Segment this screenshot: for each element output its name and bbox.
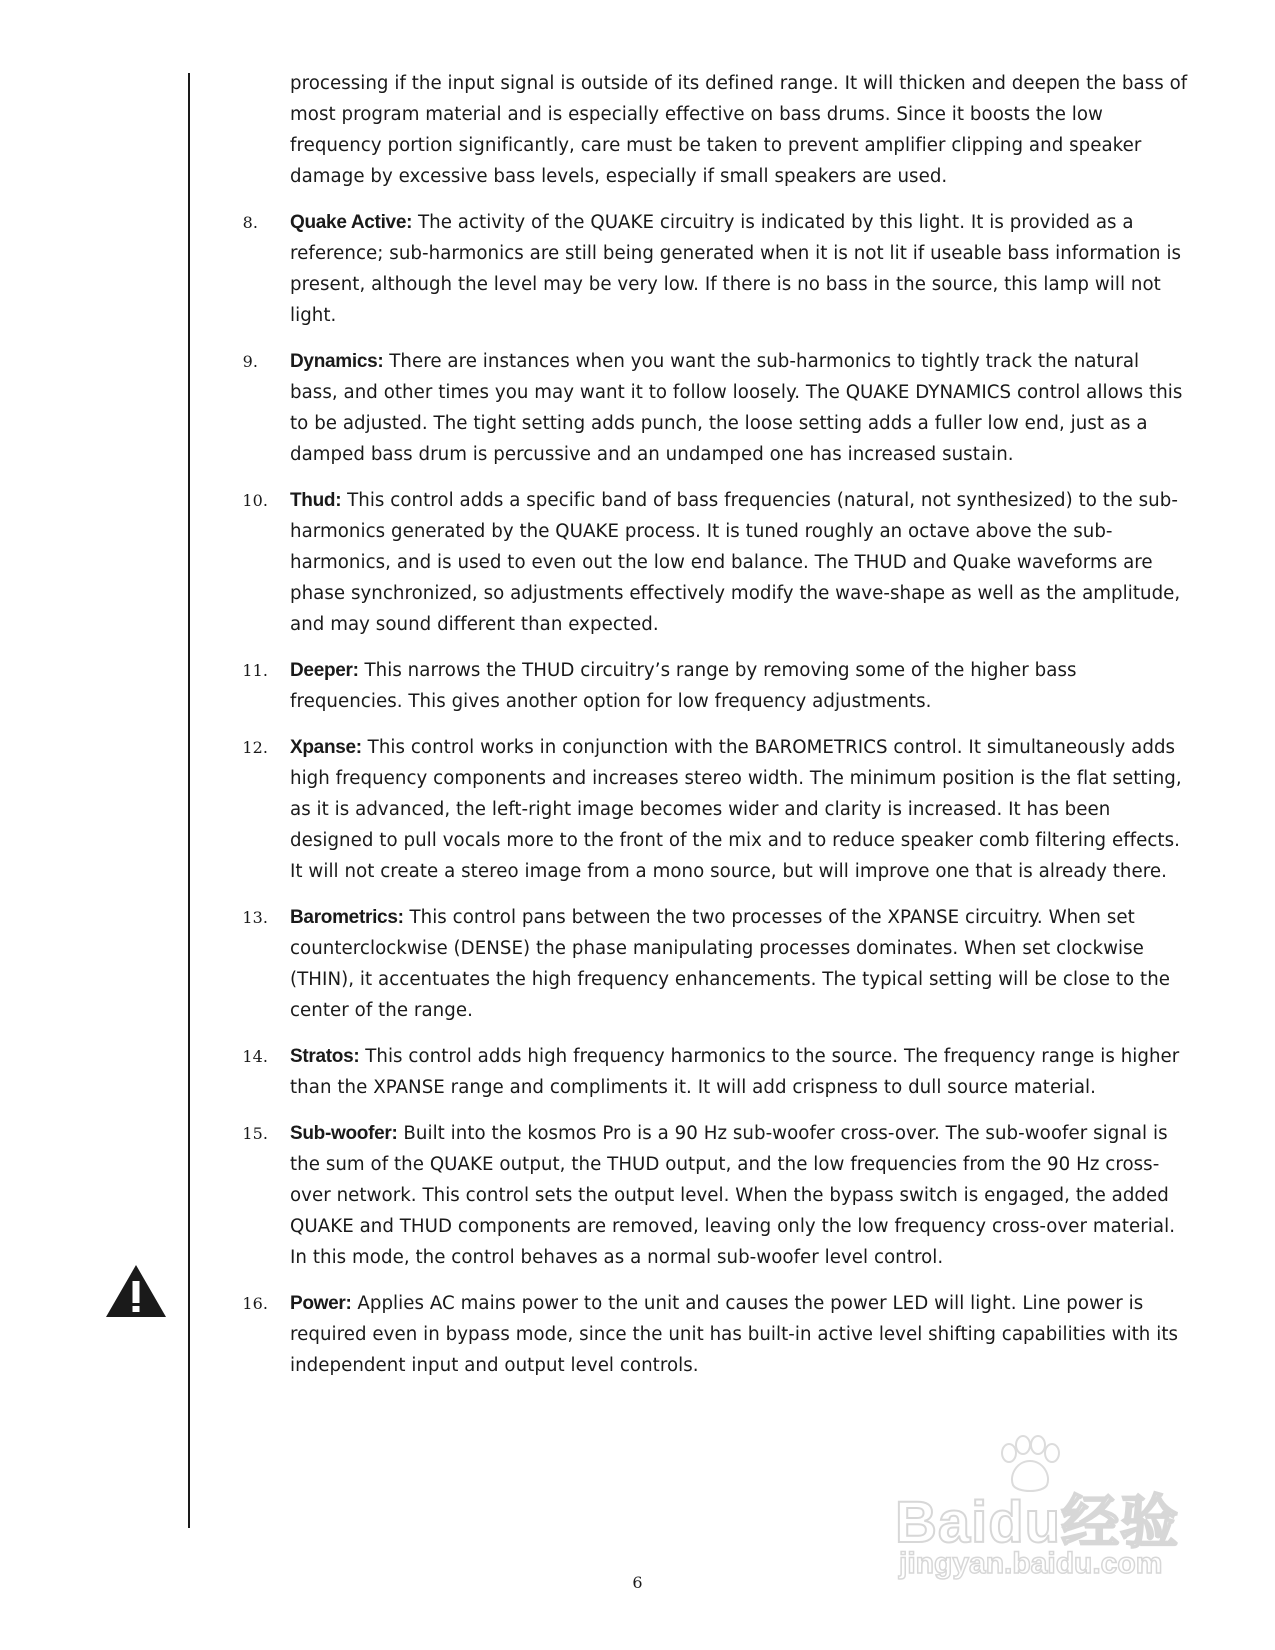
- item-term: Sub-woofer:: [290, 1123, 398, 1144]
- item-text: Built into the kosmos Pro is a 90 Hz sub-woofer cross-over. The sub-woofer signal is the sum of the QUAKE output, the THUD output, and the low frequencies from the 90 Hz cross-over network. This control sets the output level. When the bypass switch is engaged, the added QUAKE and THUD components are removed, leaving only the low frequency cross-over material. In this mode, the control behaves as a normal sub-woofer level control.: [290, 1123, 1176, 1268]
- list-item-8: [228, 207, 1188, 331]
- list-item-15: [228, 1118, 1188, 1273]
- list-item-13: [228, 902, 1188, 1026]
- watermark-brand: Baidu经验: [895, 1490, 1180, 1555]
- item-number: 11.: [242, 661, 268, 680]
- item-number: 8.: [242, 213, 258, 232]
- watermark-url: jingyan.baidu.com: [899, 1547, 1163, 1580]
- item-term: Thud:: [290, 490, 342, 511]
- list-item-11: [228, 655, 1188, 717]
- item-term: Stratos:: [290, 1046, 360, 1067]
- list-item-14: [228, 1041, 1188, 1103]
- item-text: This control adds a specific band of bass frequencies (natural, not synthesized) to the sub-harmonics generated by the QUAKE process. It is tuned roughly an octave above the sub-harmonics, and is used to even out the low end balance. The THUD and Quake waveforms are phase synchronized, so adjustments effectively modify the wave-shape as well as the amplitude, and may sound different than expected.: [290, 490, 1181, 635]
- item-text: This control works in conjunction with the BAROMETRICS control. It simultaneously adds high frequency components and increases stereo width. The minimum position is the flat setting, as it is advanced, the left-right image becomes wider and clarity is increased. It has been designed to pull vocals more to the front of the mix and to reduce speaker comb filtering effects. It will not create a stereo image from a mono source, but will improve one that is already there.: [290, 737, 1182, 882]
- item-text: The activity of the QUAKE circuitry is indicated by this light. It is provided as a reference; sub-harmonics are still being generated when it is not lit if useable bass information is present, although the level may be very low. If there is no bass in the source, this lamp will not light.: [290, 212, 1182, 326]
- item-number: 12.: [242, 738, 268, 757]
- intro-paragraph: [228, 68, 1188, 192]
- item-text: This control adds high frequency harmonics to the source. The frequency range is higher than the XPANSE range and compliments it. It will add crispness to dull source material.: [290, 1046, 1180, 1098]
- item-text: This control pans between the two processes of the XPANSE circuitry. When set counterclockwise (DENSE) the phase manipulating processes dominates. When set clockwise (THIN), it accentuates the high frequency enhancements. The typical setting will be close to the center of the range.: [290, 907, 1171, 1021]
- page-content: [228, 68, 1188, 1396]
- watermark: [895, 1435, 1195, 1585]
- list-item-10: [228, 485, 1188, 640]
- item-number: 13.: [242, 908, 268, 927]
- item-text: There are instances when you want the sub-harmonics to tightly track the natural bass, and other times you may want it to follow loosely. The QUAKE DYNAMICS control allows this to be adjusted. The tight setting adds punch, the loose setting adds a fuller low end, just as a damped bass drum is percussive and an undamped one has increased sustain.: [290, 351, 1183, 465]
- item-term: Barometrics:: [290, 907, 404, 928]
- item-term: Dynamics:: [290, 351, 384, 372]
- intro-text: processing if the input signal is outside of its defined range. It will thicken and deepen the bass of most program material and is especially effective on bass drums. Since it boosts the low frequency portion significantly, care must be taken to prevent amplifier clipping and speaker damage by excessive bass levels, especially if small speakers are used.: [290, 73, 1188, 187]
- item-number: 14.: [242, 1047, 268, 1066]
- margin-rule: [188, 73, 190, 1528]
- item-number: 9.: [242, 352, 258, 371]
- item-term: Deeper:: [290, 660, 359, 681]
- item-text: Applies AC mains power to the unit and causes the power LED will light. Line power is required even in bypass mode, since the unit has built-in active level shifting capabilities with its independent input and output level controls.: [290, 1293, 1179, 1376]
- list-item-12: [228, 732, 1188, 887]
- item-term: Quake Active:: [290, 212, 413, 233]
- item-text: This narrows the THUD circuitry’s range by removing some of the higher bass frequencies. This gives another option for low frequency adjustments.: [290, 660, 1077, 712]
- item-term: Xpanse:: [290, 737, 362, 758]
- list-item-9: [228, 346, 1188, 470]
- item-number: 16.: [242, 1294, 268, 1313]
- page-number: 6: [632, 1573, 643, 1592]
- item-term: Power:: [290, 1293, 352, 1314]
- warning-icon: [104, 1263, 168, 1319]
- item-number: 15.: [242, 1124, 268, 1143]
- item-number: 10.: [242, 491, 268, 510]
- list-item-16: [228, 1288, 1188, 1381]
